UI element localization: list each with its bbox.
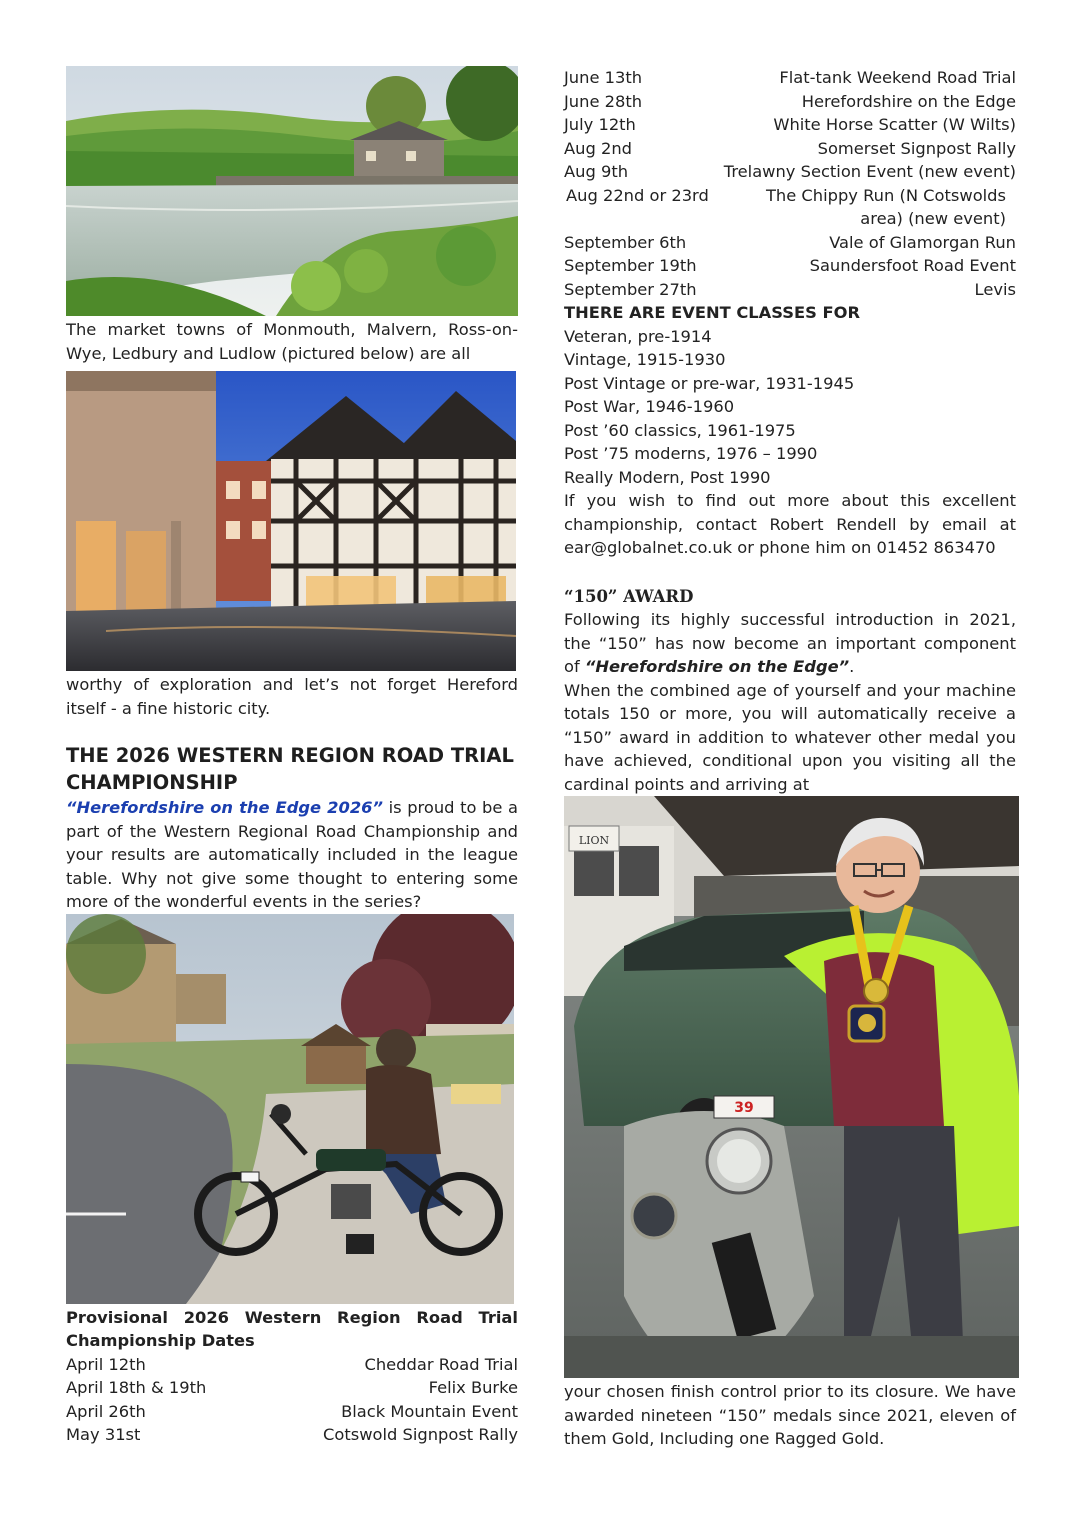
date: September 27th xyxy=(564,279,697,299)
event: Vale of Glamorgan Run xyxy=(829,232,1016,252)
date: May 31st xyxy=(66,1425,141,1444)
date: Aug 2nd xyxy=(564,138,632,158)
class-item: Really Modern, Post 1990 xyxy=(564,467,771,487)
class-item: Post War, 1946-1960 xyxy=(564,397,735,416)
date-row xyxy=(564,184,1016,208)
class-item: Veteran, pre-1914 xyxy=(564,326,712,346)
date: September 19th xyxy=(564,256,697,275)
vintage-motorcycle-photo xyxy=(66,914,514,1304)
event-name-emphasis: “Herefordshire on the Edge 2026” xyxy=(66,798,383,817)
date-row xyxy=(564,90,1016,114)
event: Herefordshire on the Edge xyxy=(801,91,1016,111)
date-row-continuation xyxy=(564,207,1016,231)
event: Felix Burke xyxy=(428,1378,518,1397)
event: Cheddar Road Trial xyxy=(364,1354,518,1374)
date-row xyxy=(564,160,1016,184)
event: White Horse Scatter (W Wilts) xyxy=(773,115,1016,134)
event: Trelawny Section Event (new event) xyxy=(723,162,1016,181)
hereford-caption: worthy of exploration and let’s not forget Hereford itself - a fine historic city. xyxy=(66,675,518,718)
classes-heading: THERE ARE EVENT CLASSES FOR xyxy=(564,303,861,322)
class-item: Vintage, 1915-1930 xyxy=(564,350,726,369)
award-paragraph-1 xyxy=(564,608,1016,679)
date-row xyxy=(66,1353,518,1377)
date-row xyxy=(564,66,1016,90)
intro-body: is proud to be a part of the Western Regional Road Championship and your results are automatically included in the league table. Why not give some thought to entering some more of the wonderful events in the series? xyxy=(66,798,518,911)
plate-number: 39 xyxy=(734,1100,754,1116)
date-row xyxy=(564,137,1016,161)
date: April 18th & 19th xyxy=(66,1378,207,1397)
award-p1-text: Following its highly successful introduction in 2021, the “150” has now become an important component of xyxy=(564,610,1016,676)
contact-paragraph: If you wish to find out more about this excellent championship, contact Robert Rendell by email at ear@globalnet.co.uk or phone him on 01452 863470 xyxy=(564,491,1016,557)
date-row xyxy=(564,113,1016,137)
date-row xyxy=(564,254,1016,278)
date: Aug 9th xyxy=(564,162,629,181)
date: September 6th xyxy=(564,232,687,252)
award-paragraph-2: When the combined age of yourself and your machine totals 150 or more, you will automatically receive a “150” award in addition to whatever other medal you have achieved, conditional upon you visiting all the cardinal points and arriving at xyxy=(564,680,1016,794)
award-paragraph-3: your chosen finish control prior to its closure. We have awarded nineteen “150” medals since 2021, eleven of them Gold, Including one Ragged Gold. xyxy=(564,1382,1016,1448)
date-row xyxy=(564,278,1016,302)
date: Aug 22nd or 23rd xyxy=(566,185,709,205)
event-continuation: area) (new event) xyxy=(860,209,1006,228)
award-p1-end: . xyxy=(849,657,855,676)
date: June 28th xyxy=(564,91,643,111)
championship-intro xyxy=(66,796,518,914)
event: Somerset Signpost Rally xyxy=(817,138,1016,158)
award-heading: “150” AWARD xyxy=(564,586,694,606)
event: Flat-tank Weekend Road Trial xyxy=(779,68,1016,87)
award-p1-emphasis: “Herefordshire on the Edge” xyxy=(584,657,850,676)
lion-sign-text: LION xyxy=(578,834,610,847)
date: July 12th xyxy=(564,115,636,134)
date-row xyxy=(66,1423,518,1447)
date-row xyxy=(66,1376,518,1400)
event: Levis xyxy=(974,279,1016,299)
date-row xyxy=(564,231,1016,255)
class-item: Post Vintage or pre-war, 1931-1945 xyxy=(564,373,855,393)
date-row xyxy=(66,1400,518,1424)
event: Cotswold Signpost Rally xyxy=(323,1425,518,1444)
award-winner-photo xyxy=(564,796,1019,1378)
event: Black Mountain Event xyxy=(341,1401,518,1421)
section-title: THE 2026 WESTERN REGION ROAD TRIAL CHAMPIONSHIP xyxy=(66,744,514,794)
river-landscape-photo xyxy=(66,66,518,316)
event: The Chippy Run (N Cotswolds xyxy=(765,185,1006,205)
market-towns-caption: The market towns of Monmouth, Malvern, Ross-on-Wye, Ledbury and Ludlow (pictured below) are all xyxy=(66,320,518,363)
class-item: Post ’75 moderns, 1976 – 1990 xyxy=(564,444,818,463)
left-column xyxy=(66,66,518,1447)
date: April 26th xyxy=(66,1401,146,1421)
right-column xyxy=(564,66,1016,1451)
left-dates-list xyxy=(66,1353,518,1447)
class-item: Post ’60 classics, 1961-1975 xyxy=(564,420,796,440)
date: April 12th xyxy=(66,1354,146,1374)
dates-heading: Provisional 2026 Western Region Road Trial Championship Dates xyxy=(66,1307,518,1350)
right-dates-list xyxy=(564,66,1016,301)
date: June 13th xyxy=(564,68,643,87)
event: Saundersfoot Road Event xyxy=(809,256,1016,275)
ludlow-street-photo xyxy=(66,371,516,671)
classes-list xyxy=(564,325,1016,490)
